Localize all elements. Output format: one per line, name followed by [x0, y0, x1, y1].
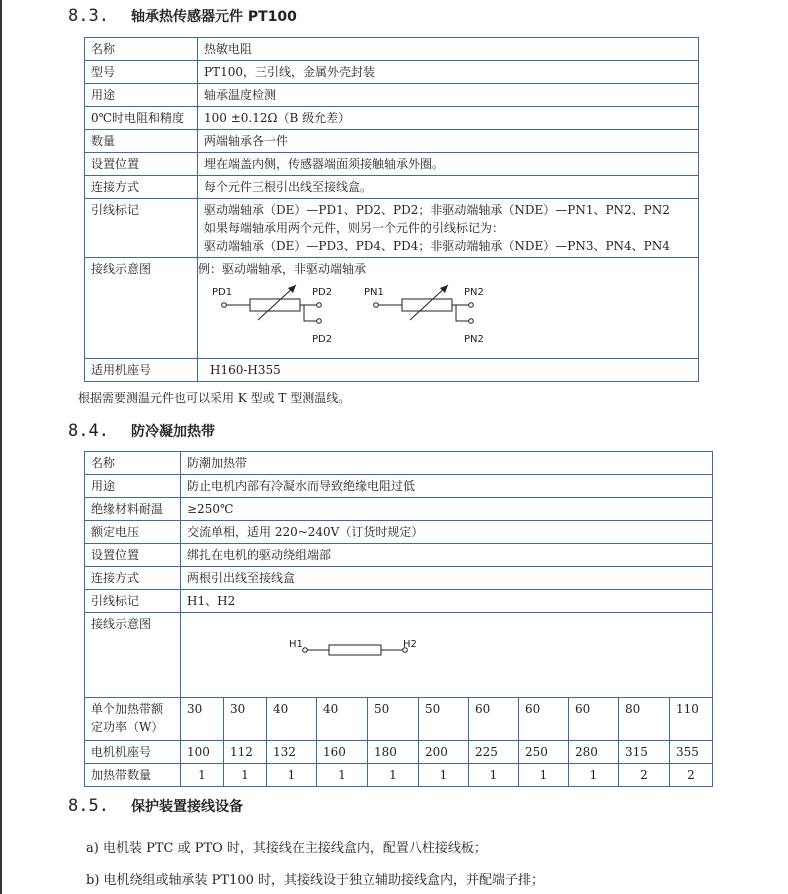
- row-label: 名称: [85, 38, 198, 61]
- diagram-label: H1: [289, 639, 303, 650]
- row-value: 100 ±0.12Ω（B 级允差）: [198, 107, 699, 130]
- row-label: 用途: [85, 475, 181, 498]
- frame-cell: 250: [519, 741, 569, 764]
- count-cell: 1: [419, 764, 469, 787]
- count-cell: 1: [368, 764, 419, 787]
- section-83-number: 8.3.: [68, 6, 109, 26]
- table-row: [85, 698, 713, 741]
- count-cell: 1: [181, 764, 224, 787]
- frame-cell: 280: [569, 741, 619, 764]
- section-83-heading: [68, 6, 297, 26]
- row-value: 防潮加热带: [181, 452, 713, 475]
- row-label: 额定电压: [85, 521, 181, 544]
- terminal-icon: [374, 303, 379, 308]
- frame-cell: 112: [224, 741, 267, 764]
- frame-cell: 180: [368, 741, 419, 764]
- row-value: H1、H2: [181, 590, 713, 613]
- row-label: 电机机座号: [85, 741, 181, 764]
- count-cell: 1: [519, 764, 569, 787]
- table-row: [85, 764, 713, 787]
- row-value: 防止电机内部有冷凝水而导致绝缘电阻过低: [181, 475, 713, 498]
- section-85-heading: [68, 796, 243, 816]
- list-item: a) 电机装 PTC 或 PTO 时，其接线在主接线盒内，配置八柱接线板；: [86, 841, 487, 856]
- row-value: 每个元件三根引出线至接线盒。: [198, 176, 699, 199]
- terminal-icon: [317, 303, 322, 308]
- row-value: 埋在端盖内侧，传感器端面须接触轴承外圈。: [198, 153, 699, 176]
- table-row: [85, 107, 699, 130]
- power-cell: 60: [569, 698, 619, 741]
- pt100-table: [84, 37, 699, 382]
- frame-cell: 100: [181, 741, 224, 764]
- count-cell: 1: [569, 764, 619, 787]
- section-84-heading: [68, 421, 215, 441]
- wire: [300, 305, 317, 321]
- diagram-label: PD2: [312, 334, 333, 345]
- section-85-title: 保护装置接线设备: [130, 799, 243, 815]
- count-cell: 1: [469, 764, 519, 787]
- power-cell: 30: [181, 698, 224, 741]
- frame-cell: 160: [317, 741, 368, 764]
- diagram-label: H2: [403, 639, 417, 650]
- table-row: [85, 176, 699, 199]
- pt100-note: 根据需要测温元件也可以采用 K 型或 T 型测温线。: [78, 391, 351, 405]
- wiring-cell: [198, 258, 699, 359]
- page-edge: [0, 0, 2, 894]
- table-row: [85, 359, 699, 382]
- table-row: [85, 258, 699, 359]
- frame-cell: 200: [419, 741, 469, 764]
- power-cell: 60: [519, 698, 569, 741]
- row-value: 交流单相，适用 220~240V（订货时规定）: [181, 521, 713, 544]
- heater-table: [84, 451, 713, 787]
- power-cell: 40: [267, 698, 317, 741]
- row-label: 名称: [85, 452, 181, 475]
- row-label: 适用机座号: [85, 359, 198, 382]
- power-cell: 50: [368, 698, 419, 741]
- row-label: 用途: [85, 84, 198, 107]
- section-83-title: 轴承热传感器元件 PT100: [130, 9, 297, 25]
- row-value: 两端轴承各一件: [198, 130, 699, 153]
- row-label: 0℃时电阻和精度: [85, 107, 198, 130]
- diagram-label: PN2: [464, 334, 484, 345]
- row-label: 绝缘材料耐温: [85, 498, 181, 521]
- frame-cell: 132: [267, 741, 317, 764]
- terminal-icon: [317, 319, 322, 324]
- diagram-label: PN1: [364, 287, 384, 298]
- heater-wiring-cell: [181, 613, 713, 698]
- count-cell: 1: [267, 764, 317, 787]
- row-value: 热敏电阻: [198, 38, 699, 61]
- table-row: [85, 38, 699, 61]
- row-label: 连接方式: [85, 567, 181, 590]
- wire: [452, 305, 469, 321]
- table-row: [85, 567, 713, 590]
- heater-wiring-diagram: [285, 635, 425, 665]
- table-row: [85, 84, 699, 107]
- row-label: 加热带数量: [85, 764, 181, 787]
- row-label: 单个加热带额定功率（W）: [85, 698, 181, 741]
- table-row: [85, 741, 713, 764]
- row-label: 连接方式: [85, 176, 198, 199]
- frame-cell: 315: [619, 741, 670, 764]
- power-cell: 60: [469, 698, 519, 741]
- row-value: 轴承温度检测: [198, 84, 699, 107]
- row-label: 设置位置: [85, 153, 198, 176]
- table-row: [85, 61, 699, 84]
- row-label: 引线标记: [85, 590, 181, 613]
- count-cell: 1: [224, 764, 267, 787]
- terminal-icon: [469, 319, 474, 324]
- row-value: 绑扎在电机的驱动绕组端部: [181, 544, 713, 567]
- section-84-number: 8.4.: [68, 421, 109, 441]
- count-cell: 2: [619, 764, 670, 787]
- table-row: [85, 590, 713, 613]
- lead-line: 驱动端轴承（DE）—PD3、PD4、PD4；非驱动端轴承（NDE）—PN3、PN4、PN4: [204, 239, 670, 253]
- lead-line: 如果每端轴承用两个元件，则另一个元件的引线标记为：: [204, 221, 505, 235]
- terminal-icon: [469, 303, 474, 308]
- row-label: 接线示意图: [85, 258, 198, 359]
- row-label: 设置位置: [85, 544, 181, 567]
- power-cell: 80: [619, 698, 670, 741]
- terminal-icon: [222, 303, 227, 308]
- frame-cell: 355: [670, 741, 713, 764]
- terminal-icon: [303, 648, 308, 653]
- lead-line: 驱动端轴承（DE）—PD1、PD2、PD2；非驱动端轴承（NDE）—PN1、PN2、PN2: [204, 203, 670, 217]
- table-row: [85, 521, 713, 544]
- table-row: [85, 544, 713, 567]
- row-label: 型号: [85, 61, 198, 84]
- power-cell: 30: [224, 698, 267, 741]
- table-row: [85, 475, 713, 498]
- diagram-label: PD1: [212, 287, 233, 298]
- row-value: H160-H355: [198, 359, 699, 382]
- wiring-caption: 例：驱动端轴承，非驱动端轴承: [198, 262, 367, 276]
- row-value: 两根引出线至接线盒: [181, 567, 713, 590]
- list-item: b) 电机绕组或轴承装 PT100 时，其接线设于独立辅助接线盒内，并配端子排；: [86, 873, 545, 888]
- power-cell: 110: [670, 698, 713, 741]
- section-84-title: 防冷凝加热带: [130, 424, 215, 440]
- table-row: [85, 199, 699, 258]
- lead-marks: [198, 199, 699, 258]
- row-value: ≥250℃: [181, 498, 713, 521]
- table-row: [85, 452, 713, 475]
- power-cell: 50: [419, 698, 469, 741]
- table-row: [85, 498, 713, 521]
- pt100-de-diagram: [212, 285, 332, 345]
- row-label: 接线示意图: [85, 613, 181, 698]
- row-value: PT100，三引线，金属外壳封装: [198, 61, 699, 84]
- table-row: [85, 613, 713, 698]
- row-label: 数量: [85, 130, 198, 153]
- table-row: [85, 153, 699, 176]
- diagram-label: PD2: [312, 287, 333, 298]
- frame-cell: 225: [469, 741, 519, 764]
- row-label: 引线标记: [85, 199, 198, 258]
- table-row: [85, 130, 699, 153]
- power-cell: 40: [317, 698, 368, 741]
- heater-resistor-icon: [329, 645, 381, 655]
- pt100-wiring-diagram: [198, 278, 498, 356]
- section-85-number: 8.5.: [68, 796, 109, 816]
- count-cell: 2: [670, 764, 713, 787]
- pt100-nde-diagram: [364, 285, 484, 345]
- diagram-label: PN2: [464, 287, 484, 298]
- count-cell: 1: [317, 764, 368, 787]
